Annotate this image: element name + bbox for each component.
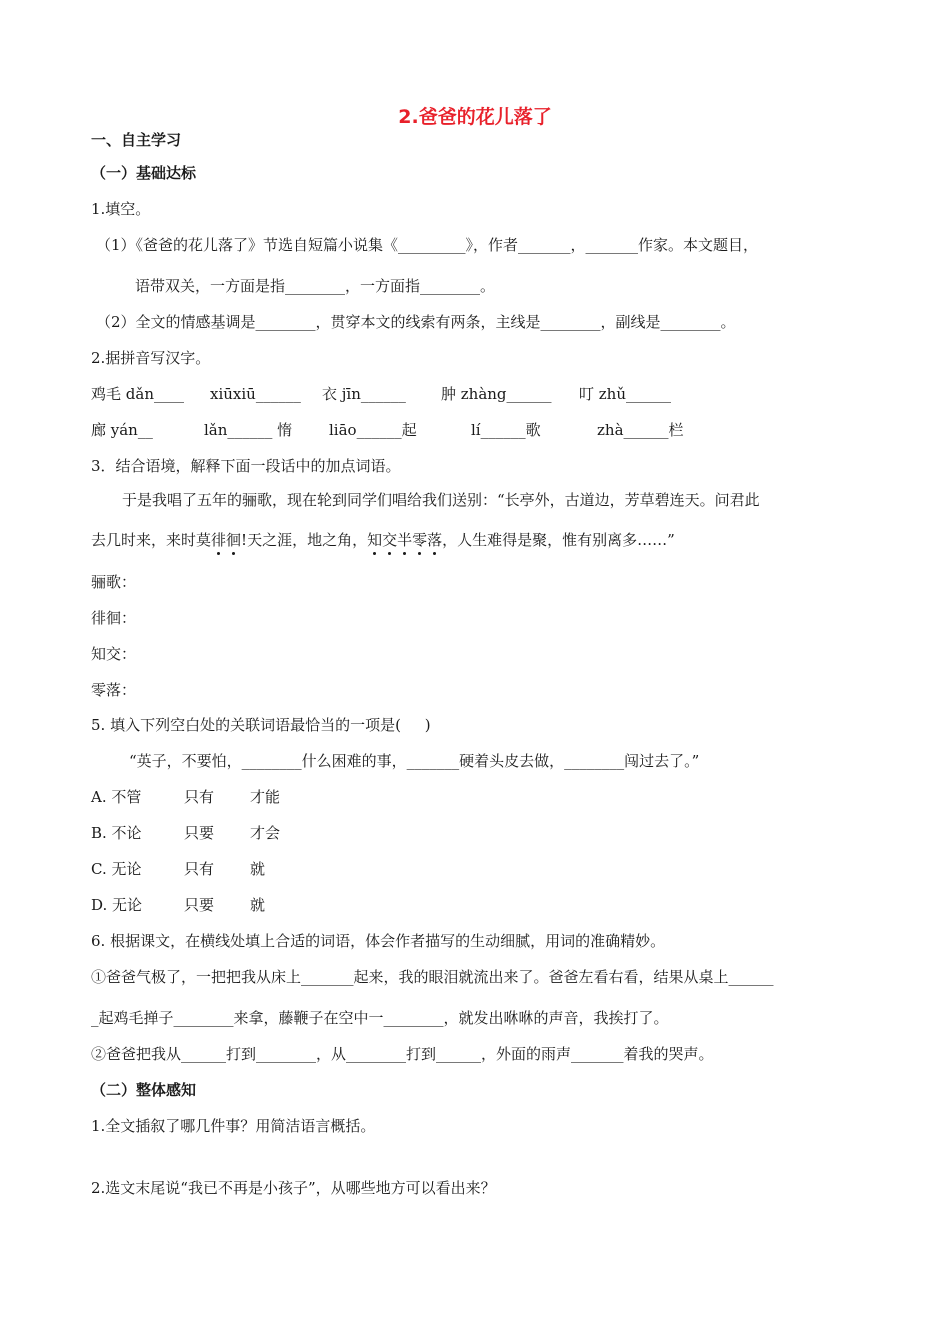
option-word: 才会: [250, 824, 281, 842]
question-3-heading: 3．结合语境，解释下面一段话中的加点词语。: [91, 457, 401, 475]
term-zhijiao: 知交：: [91, 645, 137, 663]
emphasis-char: 落: [427, 531, 443, 549]
pinyin-item: 鸡毛 dǎn____: [91, 385, 184, 403]
question-6-2: ②爸爸把我从______打到________，从________打到______，外面的雨声_______着我的哭声。: [91, 1045, 714, 1063]
option-letter: D. 无论: [91, 896, 143, 914]
dotted-word-zhijiao-lingluo: [367, 531, 442, 549]
page-title: 2.爸爸的花儿落了: [398, 106, 552, 128]
option-word: 就: [250, 860, 266, 878]
option-word: 只要: [184, 896, 215, 914]
option-word: 只有: [184, 860, 215, 878]
term-lingluo: 零落：: [91, 681, 137, 699]
dotted-word-paihuai: [211, 531, 241, 549]
question-1-1-line-b: 语带双关，一方面是指________，一方面指________。: [135, 277, 496, 295]
question-5-heading: 5. 填入下列空白处的关联词语最恰当的一项是( ): [91, 716, 431, 734]
passage-text: !天之涯，地之角，: [241, 531, 368, 549]
emphasis-char: 知: [367, 531, 383, 549]
emphasis-char: 零: [412, 531, 428, 549]
subsection-heading-overall: （二）整体感知: [91, 1081, 197, 1099]
section-heading: 一、自主学习: [91, 131, 182, 149]
question-6-1-line-a: ①爸爸气极了，一把把我从床上_______起来，我的眼泪就流出来了。爸爸左看右看，结果从桌上______: [91, 968, 774, 986]
pinyin-item: 廊 yán__: [91, 421, 153, 439]
emphasis-char: 半: [397, 531, 413, 549]
option-word: 才能: [250, 788, 281, 806]
pinyin-item: lǎn______ 惰: [204, 421, 293, 439]
passage-text: ，人生难得是聚，惟有别离多……”: [442, 531, 675, 549]
question-2-heading: 2.据拼音写汉字。: [91, 349, 211, 367]
question-1-heading: 1.填空。: [91, 200, 151, 218]
emphasis-char: 徊: [226, 531, 242, 549]
option-letter: C. 无论: [91, 860, 142, 878]
pinyin-item: 肿 zhàng______: [441, 385, 552, 403]
pinyin-item: 衣 jīn______: [322, 385, 406, 403]
question-1-2: （2）全文的情感基调是________，贯穿本文的线索有两条，主线是________，副线是________。: [96, 313, 736, 331]
term-paihuai: 徘徊：: [91, 609, 137, 627]
passage-line-a: 于是我唱了五年的骊歌，现在轮到同学们唱给我们送别：“长亭外，古道边，芳草碧连天。问君此: [122, 491, 760, 509]
subsection-heading-basics: （一）基础达标: [91, 164, 197, 182]
question-1-1-line-a: （1）《爸爸的花儿落了》节选自短篇小说集《_________》，作者_______，_______作家。本文题目，: [96, 236, 759, 254]
pinyin-item: lí______歌: [471, 421, 541, 439]
pinyin-item: liāo______起: [329, 421, 417, 439]
option-word: 就: [250, 896, 266, 914]
question-6-1-line-b: _起鸡毛掸子________来拿，藤鞭子在空中一________，就发出咻咻的声音，我挨打了。: [91, 1009, 669, 1027]
option-word: 只有: [184, 788, 215, 806]
term-ligee: 骊歌：: [91, 573, 137, 591]
perception-question-2: 2.选文末尾说“我已不再是小孩子”，从哪些地方可以看出来？: [91, 1179, 496, 1197]
option-word: 只要: [184, 824, 215, 842]
passage-line-b: [91, 530, 675, 550]
question-5-quote: “英子，不要怕，________什么困难的事，_______硬着头皮去做，________闯过去了。”: [129, 752, 700, 770]
emphasis-char: 交: [382, 531, 398, 549]
option-letter: B. 不论: [91, 824, 142, 842]
option-letter: A. 不管: [91, 788, 142, 806]
perception-question-1: 1.全文插叙了哪几件事？用简洁语言概括。: [91, 1117, 376, 1135]
pinyin-item: xiūxiū______: [210, 385, 301, 403]
pinyin-item: zhà______栏: [597, 421, 684, 439]
question-6-heading: 6. 根据课文，在横线处填上合适的词语，体会作者描写的生动细腻，用词的准确精妙。: [91, 932, 666, 950]
pinyin-item: 叮 zhǔ______: [579, 385, 671, 403]
passage-text: 去几时来，来时莫: [91, 531, 212, 549]
emphasis-char: 徘: [211, 531, 227, 549]
